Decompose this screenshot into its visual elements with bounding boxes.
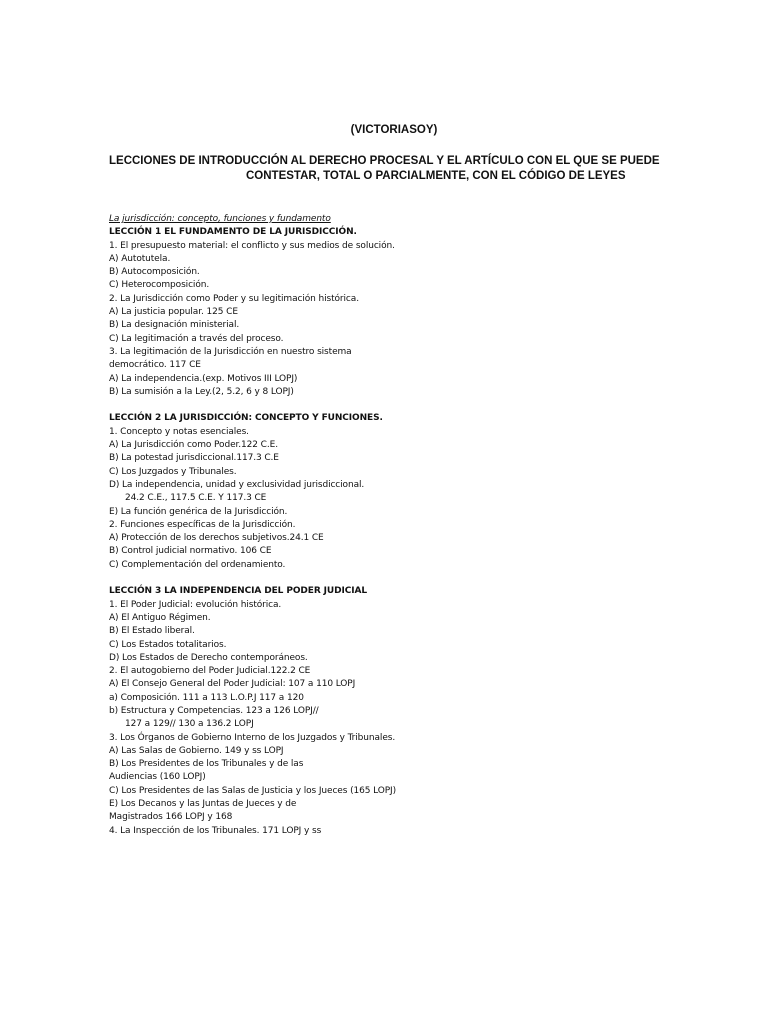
list-item: A) Las Salas de Gobierno. 149 y ss LOPJ [109, 745, 284, 756]
list-item: Magistrados 166 LOPJ y 168 [109, 812, 233, 823]
list-item: b) Estructura y Competencias. 123 a 126 LOPJ// [109, 705, 319, 716]
list-item: 1. Concepto y notas esenciales. [109, 426, 249, 437]
list-item: C) Los Estados totalitarios. [109, 639, 227, 650]
list-item: C) Heterocomposición. [109, 280, 210, 291]
list-item: B) La sumisión a la Ley.(2, 5.2, 6 y 8 LOPJ) [109, 386, 294, 397]
list-item: 1. El Poder Judicial: evolución histórica. [109, 599, 282, 610]
document-body [109, 213, 669, 838]
list-item: 4. La Inspección de los Tribunales. 171 LOPJ y ss [109, 825, 322, 836]
list-item: 3. Los Órganos de Gobierno Interno de los Juzgados y Tribunales. [109, 732, 396, 743]
list-item: C) Los Juzgados y Tribunales. [109, 466, 237, 477]
list-item: 1. El presupuesto material: el conflicto y sus medios de solución. [109, 240, 395, 251]
list-item: 2. El autogobierno del Poder Judicial.122.2 CE [109, 666, 311, 677]
list-item: B) Autocomposición. [109, 267, 200, 278]
list-item: C) La legitimación a través del proceso. [109, 333, 284, 344]
list-item: a) Composición. 111 a 113 L.O.P.J 117 a 120 [109, 692, 304, 703]
list-item: 2. Funciones específicas de la Jurisdicción. [109, 519, 296, 530]
list-item: A) La Jurisdicción como Poder.122 C.E. [109, 440, 278, 451]
lesson-1-title: LECCIÓN 1 EL FUNDAMENTO DE LA JURISDICCIÓN. [109, 227, 357, 238]
list-item: A) Autotutela. [109, 253, 171, 264]
lesson-3-title: LECCIÓN 3 LA INDEPENDENCIA DEL PODER JUDICIAL [109, 586, 368, 597]
list-item: E) Los Decanos y las Juntas de Jueces y de [109, 799, 297, 810]
section-heading: La jurisdicción: concepto, funciones y fundamento [109, 214, 331, 224]
list-item: D) La independencia, unidad y exclusividad jurisdiccional. [109, 479, 365, 490]
list-item: B) El Estado liberal. [109, 626, 195, 637]
list-item: A) La independencia.(exp. Motivos III LOPJ) [109, 373, 298, 384]
list-item: D) Los Estados de Derecho contemporáneos. [109, 652, 308, 663]
list-item: B) La designación ministerial. [109, 320, 240, 331]
lesson-2-title: LECCIÓN 2 LA JURISDICCIÓN: CONCEPTO Y FUNCIONES. [109, 413, 383, 424]
document-tag: (VICTORIASOY) [350, 124, 438, 136]
document-title-line-1: LECCIONES DE INTRODUCCIÓN AL DERECHO PROCESAL Y EL ARTÍCULO CON EL QUE SE PUEDE [109, 155, 660, 167]
list-item: B) Control judicial normativo. 106 CE [109, 546, 272, 557]
list-item: A) Protección de los derechos subjetivos.24.1 CE [109, 533, 324, 544]
list-item: Audiencias (160 LOPJ) [109, 772, 206, 783]
list-item: A) El Antiguo Régimen. [109, 612, 211, 623]
list-item: C) Complementación del ordenamiento. [109, 559, 286, 570]
list-item: B) La potestad jurisdiccional.117.3 C.E [109, 453, 279, 464]
list-item: B) Los Presidentes de los Tribunales y de las [109, 759, 304, 770]
list-item: 24.2 C.E., 117.5 C.E. Y 117.3 CE [125, 493, 267, 504]
list-item: A) La justicia popular. 125 CE [109, 307, 238, 318]
list-item: 3. La legitimación de la Jurisdicción en nuestro sistema [109, 346, 352, 357]
document-title-line-2: CONTESTAR, TOTAL O PARCIALMENTE, CON EL CÓDIGO DE LEYES [246, 170, 626, 182]
spacer [109, 399, 669, 412]
list-item: A) El Consejo General del Poder Judicial: 107 a 110 LOPJ [109, 679, 356, 690]
list-item: C) Los Presidentes de las Salas de Justicia y los Jueces (165 LOPJ) [109, 785, 397, 796]
list-item: 127 a 129// 130 a 136.2 LOPJ [125, 719, 254, 730]
list-item: E) La función genérica de la Jurisdicción. [109, 506, 288, 517]
spacer [109, 572, 669, 585]
list-item: democrático. 117 CE [109, 360, 201, 371]
list-item: 2. La Jurisdicción como Poder y su legitimación histórica. [109, 293, 359, 304]
